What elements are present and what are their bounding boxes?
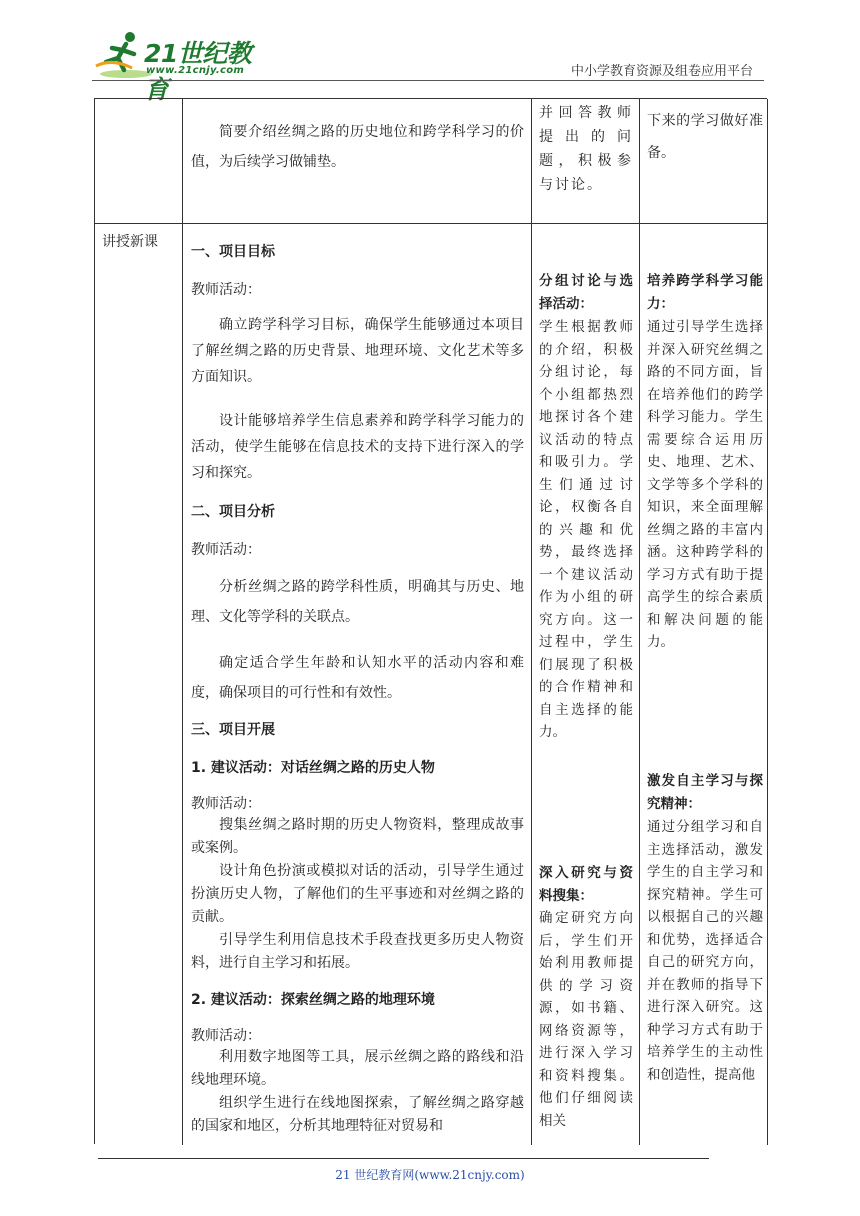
row1-content-cell: [183, 99, 532, 224]
platform-title: 中小学教育资源及组卷应用平台: [570, 64, 753, 79]
row1-intent-cell: [640, 99, 768, 224]
row2-intent-cell: [640, 224, 768, 1145]
activity-2-para-2: 组织学生进行在线地图探索，了解丝绸之路穿越的国家和地区，分析其地理特征对贸易和: [191, 1095, 524, 1134]
site-logo: [92, 28, 262, 104]
intent-2-title: 激发自主学习与探究精神：: [647, 773, 763, 812]
intent-2-body: 通过分组学习和自主选择活动，激发学生的自主学习和探究精神。学生可以根据自己的兴趣和优势，选择适合自己的研究方向，并在教师的指导下进行深入研究。这种学习方式有助于培养学生的主动性和创造性，提高他: [647, 819, 763, 1083]
footer-text[interactable]: 21 世纪教育网(www.21cnjy.com): [335, 1168, 525, 1182]
logo-text: 21世纪教育: [144, 39, 252, 104]
footer-divider: [98, 1158, 709, 1159]
student-activity-2-title: 深入研究与资料搜集：: [539, 865, 633, 904]
student-activity-2-body: 确定研究方向后，学生们开始利用教师提供的学习资源，如书籍、网络资源等，进行深入学习和资料搜集。他们仔细阅读相关: [539, 910, 633, 1129]
goals-para-1: 确立跨学科学习目标，确保学生能够通过本项目了解丝绸之路的历史背景、地理环境、文化艺术等多方面知识。: [191, 317, 524, 385]
row2-student-cell: [532, 224, 640, 1145]
activity-1-para-2: 设计角色扮演或模拟对话的活动，引导学生通过扮演历史人物，了解他们的生平事迹和对丝绸之路的贡献。: [191, 863, 524, 925]
student-activity-1-title: 分组讨论与选择活动：: [539, 273, 633, 312]
goals-para-2: 设计能够培养学生信息素养和跨学科学习能力的活动，使学生能够在信息技术的支持下进行深入的学习和探究。: [191, 413, 524, 481]
section-title-goals: 一、项目目标: [191, 244, 275, 260]
analysis-para-2: 确定适合学生年龄和认知水平的活动内容和难度，确保项目的可行性和有效性。: [191, 655, 524, 701]
student-activity-1-body: 学生根据教师的介绍，积极分组讨论，每个小组都热烈地探讨各个建议活动的特点和吸引力。学生们通过讨论，权衡各自的兴趣和优势，最终选择一个建议活动作为小组的研究方向。这一过程中，学生们展现了积极的合作精神和自主选择的能力。: [539, 319, 633, 740]
row2-content-cell: [183, 224, 532, 1145]
row1-student-cell: [532, 99, 640, 224]
activity-1-para-1: 搜集丝绸之路时期的历史人物资料，整理成故事或案例。: [191, 817, 524, 856]
teacher-activity-label: 教师活动：: [191, 542, 261, 558]
intent-1-title: 培养跨学科学习能力：: [647, 273, 763, 312]
row1-intent: 下来的学习做好准备。: [647, 113, 763, 161]
teacher-activity-label: 教师活动：: [191, 1028, 261, 1044]
row2-stage-cell: [95, 224, 183, 1145]
teacher-activity-label: 教师活动：: [191, 282, 261, 298]
activity-1-para-3: 引导学生利用信息技术手段查找更多历史人物资料，进行自主学习和拓展。: [191, 932, 524, 971]
runner-logo-icon: [92, 28, 152, 80]
row1-content: 简要介绍丝绸之路的历史地位和跨学科学习的价值，为后续学习做铺垫。: [191, 124, 524, 170]
section-title-development: 三、项目开展: [191, 722, 275, 738]
intent-1-body: 通过引导学生选择并深入研究丝绸之路的不同方面，旨在培养他们的跨学科学习能力。学生需要综合运用历史、地理、艺术、文学等多个学科的知识，来全面理解丝绸之路的丰富内涵。这种跨学科的学习方式有助于提高学生的综合素质和解决问题的能力。: [647, 319, 763, 650]
logo-url: www.21cnjy.com: [146, 65, 245, 76]
lesson-table: [94, 98, 767, 1144]
activity-1-title: 1. 建议活动：对话丝绸之路的历史人物: [191, 760, 435, 776]
stage-label: 讲授新课: [102, 234, 158, 250]
activity-2-para-1: 利用数字地图等工具，展示丝绸之路的路线和沿线地理环境。: [191, 1049, 524, 1088]
row1-stage-cell: [95, 99, 183, 224]
teacher-activity-label: 教师活动：: [191, 796, 261, 812]
activity-2-title: 2. 建议活动：探索丝绸之路的地理环境: [191, 992, 435, 1008]
section-title-analysis: 二、项目分析: [191, 504, 275, 520]
row1-student: 并回答教师提出的问题，积极参与讨论。: [539, 105, 633, 193]
header-divider: [92, 80, 764, 81]
analysis-para-1: 分析丝绸之路的跨学科性质，明确其与历史、地理、文化等学科的关联点。: [191, 579, 524, 625]
